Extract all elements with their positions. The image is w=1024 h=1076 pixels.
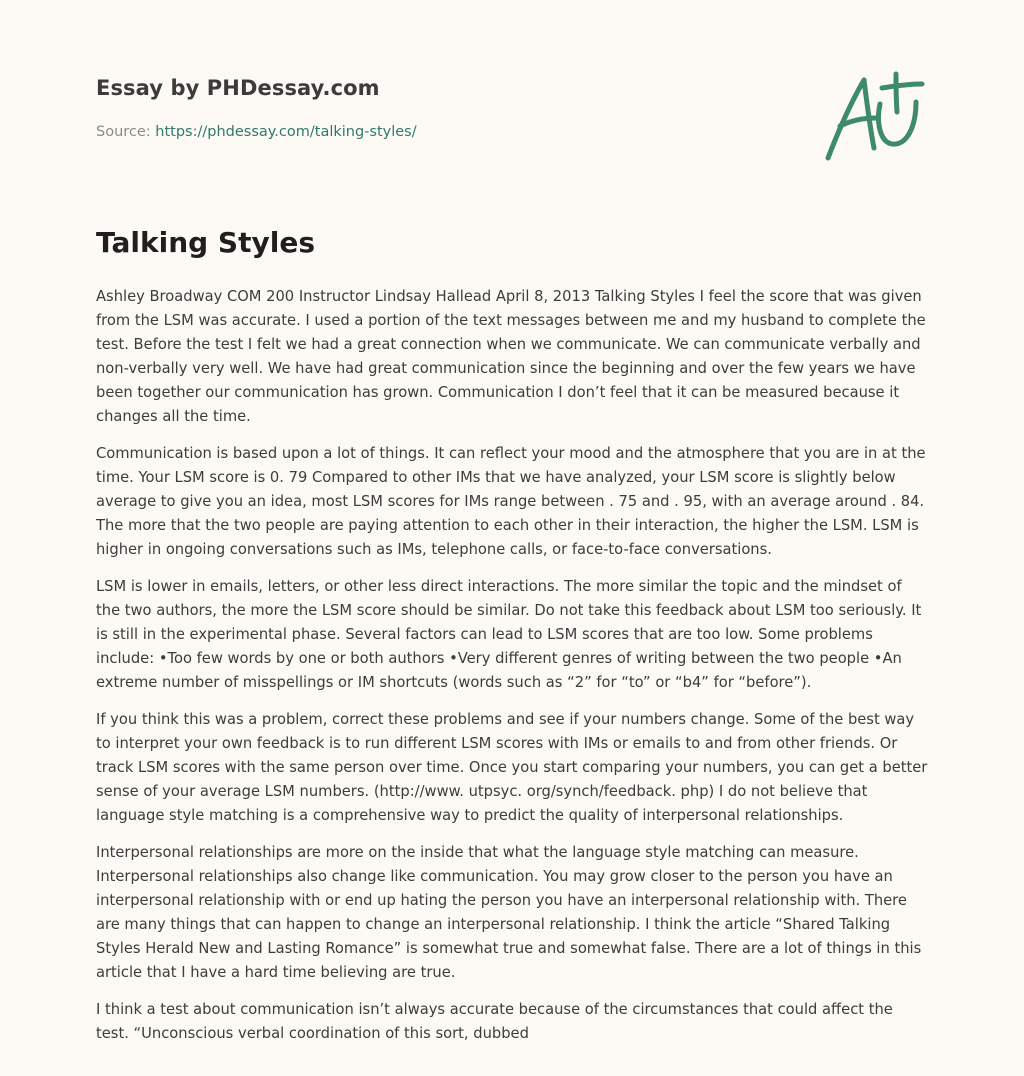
site-title: Essay by PHDessay.com [96,76,380,100]
a-plus-logo-icon [822,66,928,166]
essay-paragraph: Ashley Broadway COM 200 Instructor Lindsay Hallead April 8, 2013 Talking Styles I feel the score that was given from the LSM was accurate. I used a portion of the text messages between me and my husband to complete the test. Before the test I felt we had a great connection when we communicate. We can communicate verbally and non-verbally very well. We have had great communication since the beginning and over the few years we have been together our communication has grown. Communication I don’t feel that it can be measured because it changes all the time. [96,288,926,425]
source-label: Source: [96,124,156,140]
essay-paragraph: Interpersonal relationships are more on the inside that what the language style matching can measure. Interpersonal relationships also change like communication. You may grow closer to the person you have an interpersonal relationship with or end up hating the person you have an interpersonal relationship with. There are many things that can happen to change an interpersonal relationship. I think the article “Shared Talking Styles Herald New and Lasting Romance” is somewhat true and somewhat false. There are a lot of things in this article that I have a hard time believing are true. [96,844,922,981]
source-link[interactable]: https://phdessay.com/talking-styles/ [155,124,417,140]
essay-paragraph: Communication is based upon a lot of things. It can reflect your mood and the atmosphere that you are in at the time. Your LSM score is 0. 79 Compared to other IMs that we have analyzed, your LSM score is slightly below average to give you an idea, most LSM scores for IMs range between . 75 and . 95, with an average around . 84. The more that the two people are paying attention to each other in their interaction, the higher the LSM. LSM is higher in ongoing conversations such as IMs, telephone calls, or face-to-face conversations. [96,445,926,558]
essay-paragraph: If you think this was a problem, correct these problems and see if your numbers change. Some of the best way to interpret your own feedback is to run different LSM scores with IMs or emails to and from other friends. Or track LSM scores with the same person over time. Once you start comparing your numbers, you can get a better sense of your average LSM numbers. (http://www. utpsyc. org/synch/feedback. php) I do not believe that language style matching is a comprehensive way to predict the quality of interpersonal relationships. [96,711,928,824]
source-line [96,124,417,140]
essay-body [96,285,930,1059]
essay-paragraph: I think a test about communication isn’t always accurate because of the circumstances that could affect the test. “Unconscious verbal coordination of this sort, dubbed [96,1001,893,1042]
essay-title: Talking Styles [96,226,315,259]
essay-paragraph: LSM is lower in emails, letters, or other less direct interactions. The more similar the topic and the mindset of the two authors, the more the LSM score should be similar. Do not take this feedback about LSM too seriously. It is still in the experimental phase. Several factors can lead to LSM scores that are too low. Some problems include: •Too few words by one or both authors •Very different genres of writing between the two people •An extreme number of misspellings or IM shortcuts (words such as “2” for “to” or “b4” for “before”). [96,578,922,691]
